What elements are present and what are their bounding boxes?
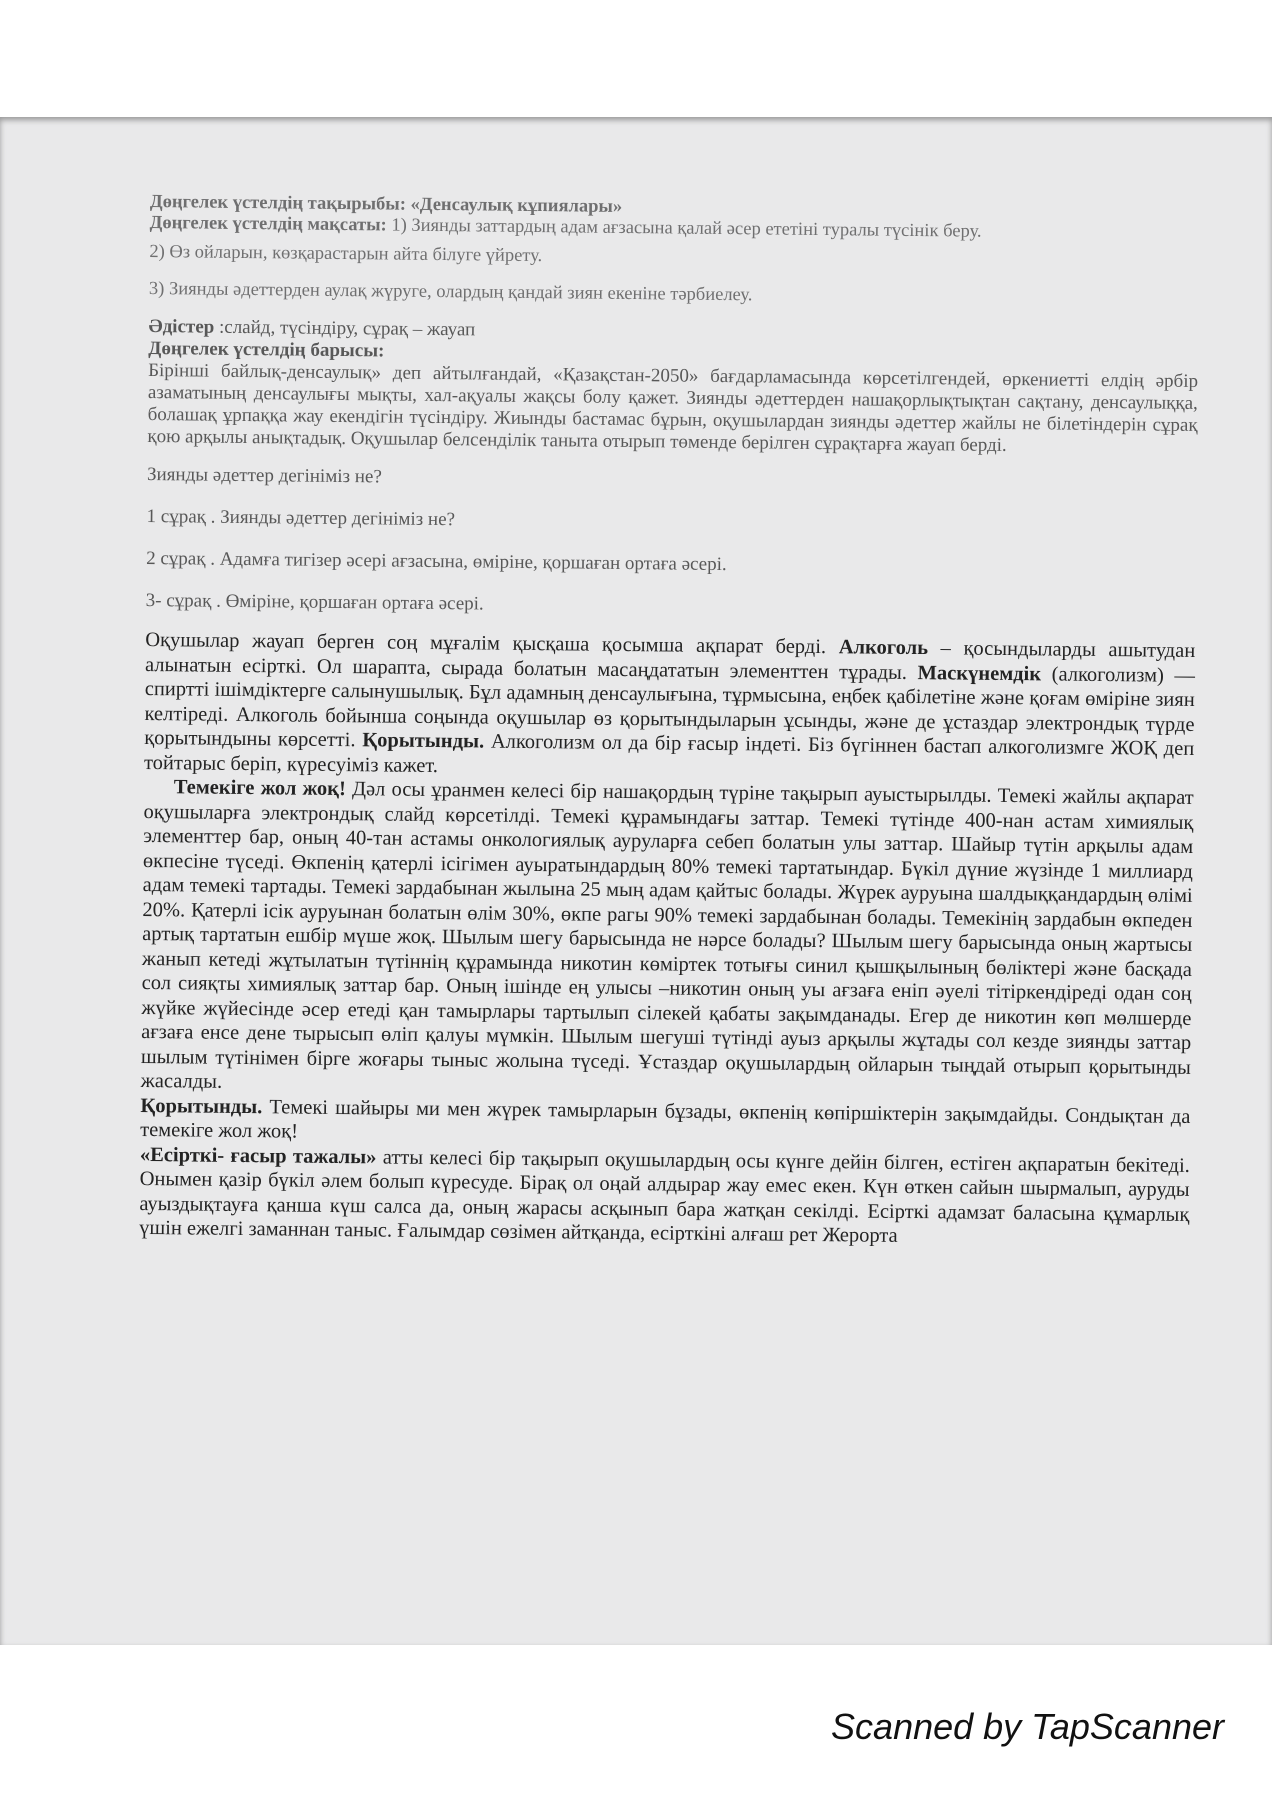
scanner-credit: Scanned by TapScanner (831, 1706, 1224, 1747)
drugs-paragraph (139, 1142, 1190, 1251)
alcohol-text-1: Оқушылар жауап берген соң мұғалім қысқаша қосымша ақпарат берді. (145, 628, 827, 659)
tobacco-text: Дәл осы ұранмен келесі бір нашақордың түріне тақырып ауыстырылды. Темекі жайлы ақпарат оқушыларға электрондық слайд көрсетілді. Темекі құрамындағы заттар. Темекі түтінде 400-нан астам химиялық элементтер бар, оның 40-тан астамы онкологиялық ауруларға себеп болатын улы заттар. Шайыр түтін арқылы адам өкпесіне түседі. Өкпенің қатерлі ісігімен ауыратындардың 80% темекі тартатындар. Бүкіл дүние жүзінде 1 миллиард адам темекі тартады. Темекі зардабынан жылына 25 мың адам қайтыс болады. Жүрек ауруына шалдыққандардың өлімі 20%. Қатерлі ісік ауруынан болатын өлім 30%, өкпе рагы 90% темекі зардабынан болады. Темекінің зардабын өкпеден артық тартатын ешбір мүше жоқ. Шылым шегу барысында не нәрсе болады? Шылым шегу барысында оның жартысы жанып кетеді жұтылатын түтіннің құрамында никотин көміртек тотығы синил қышқылының бөліктері және басқада сол сияқты химиялық заттар бар. Оның ішінде ең улысы –никотин оның уы ағзаға еніп әуелі тітіркендіреді одан соң жүйке жүйесінде әсер етеді қан тамырлары тартылып сілекей қабаты зақымданады. Егер де никотин көп мөлшерде ағзаға енсе дене тырысып өліп қалуы мүмкін. Шылым шегуші түтінді ауыз арқылы жұтады сол кезде зиянды заттар шылым түтінімен бірге жоғары тыныс жолына түседі. Ұстаздар оқушылардың ойларын тыңдай отырып қорытынды жасалды. (140, 778, 1194, 1093)
progress-intro: Бірінші байлық-денсаулық» деп айтылғандай, «Қазақстан-2050» бағдарламасында көрсетілгендей, өркениетті елдің әрбір азаматының денсаулығы мықты, хал-ақуалы жақсы болу қажет. Зиянды әдеттерден нашақорлықтықтан сақтану, денсаулыққа, болашақ ұрпаққа жау екендігін түсіндіру. Жиынды бастамас бұрын, оқушылардан зиянды әдеттер жайлы не білетіндерін сұрақ қою арқылы анықтадық. Оқушылар белсенділік таныта отырып төменде берілген сұрақтарға жауап берді. (147, 359, 1199, 456)
topic-label: Дөңгелек үстелдің тақырыбы: (149, 192, 407, 215)
question-3: 3- сұрақ . Өміріне, қоршаған ортаға әсері. (145, 589, 484, 615)
goal-2: 2) Өз ойларын, көзқарастарын айта білуге үйрету. (149, 241, 543, 267)
methods-value: :слайд, түсіндіру, сұрақ – жауап (218, 316, 476, 341)
alcohol-text-4: Алкоголизм ол да бір ғасыр індеті. Біз бүгіннен бастап алкоголизмге ЖОҚ деп тойтарыс беріп, күресуіміз кажет. (143, 730, 1195, 777)
questions-heading: Зиянды әдеттер дегініміз не? (146, 463, 382, 488)
goal-1: 1) Зиянды заттардың адам ағзасына қалай әсер ететіні туралы түсінік беру. (391, 215, 982, 242)
tobacco-conclusion-text: Темекі шайыры ми мен жүрек тамырларын бұзады, өкпенің көпіршіктерін зақымдайды. Сондықтан да темекіге жол жоқ! (140, 1095, 1191, 1143)
question-2: 2 сұрақ . Адамға тигізер әсері ағзасына, өміріне, қоршаған ортаға әсері. (146, 547, 727, 576)
tobacco-term: Темекіге жол жоқ! (173, 776, 346, 801)
alcohol-text-3: (алкоголизм) — спиртті ішімдіктерге салынушылық. Бұл адамның денсаулығына, тұрмысына, еңбек қабілетіне және қоғам өміріне зиян келтіреді. Алкоголь бойынша соңында оқушылар өз қорытындыларын ұсынды, және де ұстаздар электрондық түрде қорытындыны көрсетті. (144, 662, 1196, 752)
drugs-text: атты келесі бір тақырып оқушылардың осы күнге дейін білген, естіген ақпаратын бекітеді. Онымен қазір бүкіл әлем болып күресуде. Бірақ ол оңай алдырар жау емес екен. Күн өткен сайын шырмалып, ауруды ауыздықтауға қанша күш салса да, оның жарасы асқынып бара жатқан секілді. Есірткі адамзат баласына құмарлық үшін ежелгі заманнан таныс. Ғалымдар сөзімен айтқанда, есірткіні алғаш рет Жерорта (139, 1145, 1190, 1247)
question-1: 1 сұрақ . Зиянды әдеттер дегініміз не? (146, 505, 456, 531)
document-body (139, 192, 1200, 1251)
alcohol-text-2: – қосындыларды ашытудан алынатын есірткі. Ол шарапта, сырада болатын масаңдататын элементтен тұрады. (144, 637, 1196, 684)
topic-value: «Денсаулық кұпиялары» (410, 194, 623, 217)
alcohol-term: Алкоголь (838, 636, 929, 660)
methods-label: Әдістер (148, 315, 215, 338)
progress-label: Дөңгелек үстелдің барысы: (148, 337, 385, 362)
alcoholism-term: Маскүнемдік (917, 661, 1042, 685)
drugs-term: «Есірткі- ғасыр тажалы» (139, 1143, 377, 1168)
scanned-page (0, 117, 1272, 1645)
tobacco-paragraph (141, 775, 1194, 1104)
goal-3: 3) Зиянды әдеттерден аулақ жүруге, олардың қандай зиян екеніне тәрбиелеу. (148, 278, 753, 306)
goal-label: Дөңгелек үстелдің мақсаты: (149, 212, 387, 236)
alcohol-conclusion-term: Қорытынды. (362, 729, 485, 753)
tobacco-conclusion-term: Қорытынды. (140, 1094, 263, 1118)
alcohol-paragraph (144, 628, 1195, 786)
